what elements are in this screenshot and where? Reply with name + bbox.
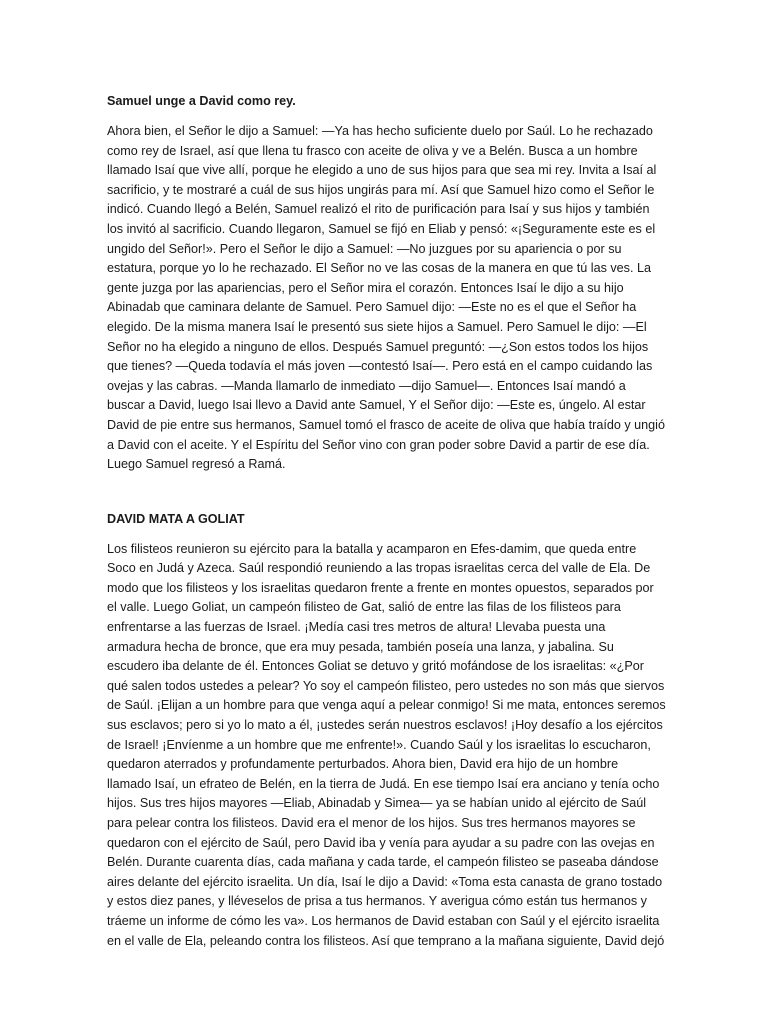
section-title-goliat: DAVID MATA A GOLIAT xyxy=(107,511,245,526)
paragraph-line: sus esclavos; pero si yo lo mato a él, ¡ustedes serán nuestros esclavos! ¡Hoy desafío a los ejércitos xyxy=(107,718,663,733)
paragraph-line: escudero iba delante de él. Entonces Goliat se detuvo y gritó mofándose de los israelitas: «¿Por xyxy=(107,659,644,674)
paragraph-line: quedaron con el ejército de Saúl, pero David iba y venía para ayudar a su padre con las ovejas en xyxy=(107,835,655,850)
paragraph-line: Los filisteos reunieron su ejército para la batalla y acamparon en Efes-damim, que queda entre xyxy=(107,541,637,556)
paragraph-line: Soco en Judá y Azeca. Saúl respondió reuniendo a las tropas israelitas cerca del valle de Ela. De xyxy=(107,561,651,576)
paragraph-line: armadura hecha de bronce, que era muy pesada, también poseía una lanza, y jabalina. Su xyxy=(107,639,614,654)
paragraph-line: enfrentarse a las fuerzas de Israel. ¡Medía casi tres metros de altura! Llevaba puesta una xyxy=(107,620,606,635)
paragraph-line: de Saúl. ¡Elijan a un hombre para que venga aquí a pelear conmigo! Si me mata, entonces seremos xyxy=(107,698,666,713)
paragraph-line: sacrificio, y te mostraré a cuál de sus hijos ungirás para mí. Así que Samuel hizo como el Señor le xyxy=(107,182,655,197)
paragraph-line: y estos diez panes, y lléveselos de prisa a tus hermanos. Y averigua cómo están tus hermanos y xyxy=(107,894,647,909)
paragraph-line: Luego Samuel regresó a Ramá. xyxy=(107,457,286,472)
paragraph-line: hijos. Sus tres hijos mayores —Eliab, Abinadab y Simea— ya se habían unido al ejército de Saúl xyxy=(107,796,647,811)
section-body-goliat xyxy=(107,540,668,951)
paragraph-line: para pelear contra los filisteos. David era el menor de los hijos. Sus tres hermanos mayores se xyxy=(107,816,636,830)
paragraph-line: gente juzga por las apariencias, pero el Señor mira el corazón. Entonces Isaí le dijo a su hijo xyxy=(107,280,624,295)
paragraph-line: ovejas y las cabras. —Manda llamarlo de inmediato —dijo Samuel—. Entonces Isaí mandó a xyxy=(107,378,626,393)
paragraph-line: el valle. Luego Goliat, un campeón filisteo de Gat, salió de entre las filas de los filisteos para xyxy=(107,600,621,615)
paragraph-line: indicó. Cuando llegó a Belén, Samuel realizó el rito de purificación para Isaí y sus hijos y también xyxy=(107,202,650,217)
paragraph-line: ungido del Señor!». Pero el Señor le dijo a Samuel: —No juzgues por su apariencia o por su xyxy=(107,241,622,256)
paragraph-line: David de pie entre sus hermanos, Samuel tomó el frasco de aceite de oliva que había traído y ungió xyxy=(107,417,665,432)
paragraph-line: quedaron aterrados y profundamente perturbados. Ahora bien, David era hijo de un hombre xyxy=(107,757,619,772)
paragraph-line: modo que los filisteos y los israelitas quedaron frente a frente en montes opuestos, separados por xyxy=(107,580,654,595)
paragraph-line: Señor no ha elegido a ninguno de ellos. Después Samuel preguntó: —¿Son estos todos los hijos xyxy=(107,339,649,354)
paragraph-line: buscar a David, luego Isai llevo a David ante Samuel, Y el Señor dijo: —Este es, úngelo. Al estar xyxy=(107,398,646,413)
paragraph-line: de Israel! ¡Envíenme a un hombre que me enfrente!». Cuando Saúl y los israelitas lo escucharon, xyxy=(107,737,651,752)
paragraph-line: aires delante del ejército israelita. Un día, Isaí le dijo a David: «Toma esta canasta de grano tostado xyxy=(107,874,663,889)
paragraph-line: los invitó al sacrificio. Cuando llegaron, Samuel se fijó en Eliab y pensó: «¡Seguramente este es el xyxy=(107,221,656,236)
paragraph-line: estatura, porque yo lo he rechazado. El Señor no ve las cosas de la manera en que tú las ves. La xyxy=(107,261,651,276)
paragraph-line: que tienes? —Queda todavía el más joven —contestó Isaí—. Pero está en el campo cuidando las xyxy=(107,359,653,374)
paragraph-line: llamado Isaí que vive allí, porque he elegido a uno de sus hijos para que sea mi rey. Invita a Isaí al xyxy=(107,163,657,178)
paragraph-line: tráeme un informe de cómo les va». Los hermanos de David estaban con Saúl y el ejército israelita xyxy=(107,913,660,928)
paragraph-line: llamado Isaí, un efrateo de Belén, en la tierra de Judá. En ese tiempo Isaí era anciano y tenía ocho xyxy=(107,776,660,791)
paragraph-line: elegido. De la misma manera Isaí le presentó sus siete hijos a Samuel. Pero Samuel le dijo: —El xyxy=(107,319,647,334)
paragraph-line: como rey de Israel, así que llena tu frasco con aceite de oliva y ve a Belén. Busca a un hombre xyxy=(107,143,638,158)
section-body-samuel xyxy=(107,122,668,475)
paragraph-line: qué salen todos ustedes a pelear? Yo soy el campeón filisteo, pero ustedes no son más que siervos xyxy=(107,678,665,693)
paragraph-line: en el valle de Ela, peleando contra los filisteos. Así que temprano a la mañana siguiente, David dejó xyxy=(107,933,665,948)
section-title-samuel: Samuel unge a David como rey. xyxy=(107,94,296,108)
paragraph-line: Ahora bien, el Señor le dijo a Samuel: —Ya has hecho suficiente duelo por Saúl. Lo he rechazado xyxy=(107,124,653,138)
paragraph-line: Belén. Durante cuarenta días, cada mañana y cada tarde, el campeón filisteo se paseaba dándose xyxy=(107,855,659,870)
paragraph-line: Abinadab que caminara delante de Samuel. Pero Samuel dijo: —Este no es el que el Señor ha xyxy=(107,300,637,315)
paragraph-line: a David con el aceite. Y el Espíritu del Señor vino con gran poder sobre David a partir de ese día. xyxy=(107,437,650,452)
